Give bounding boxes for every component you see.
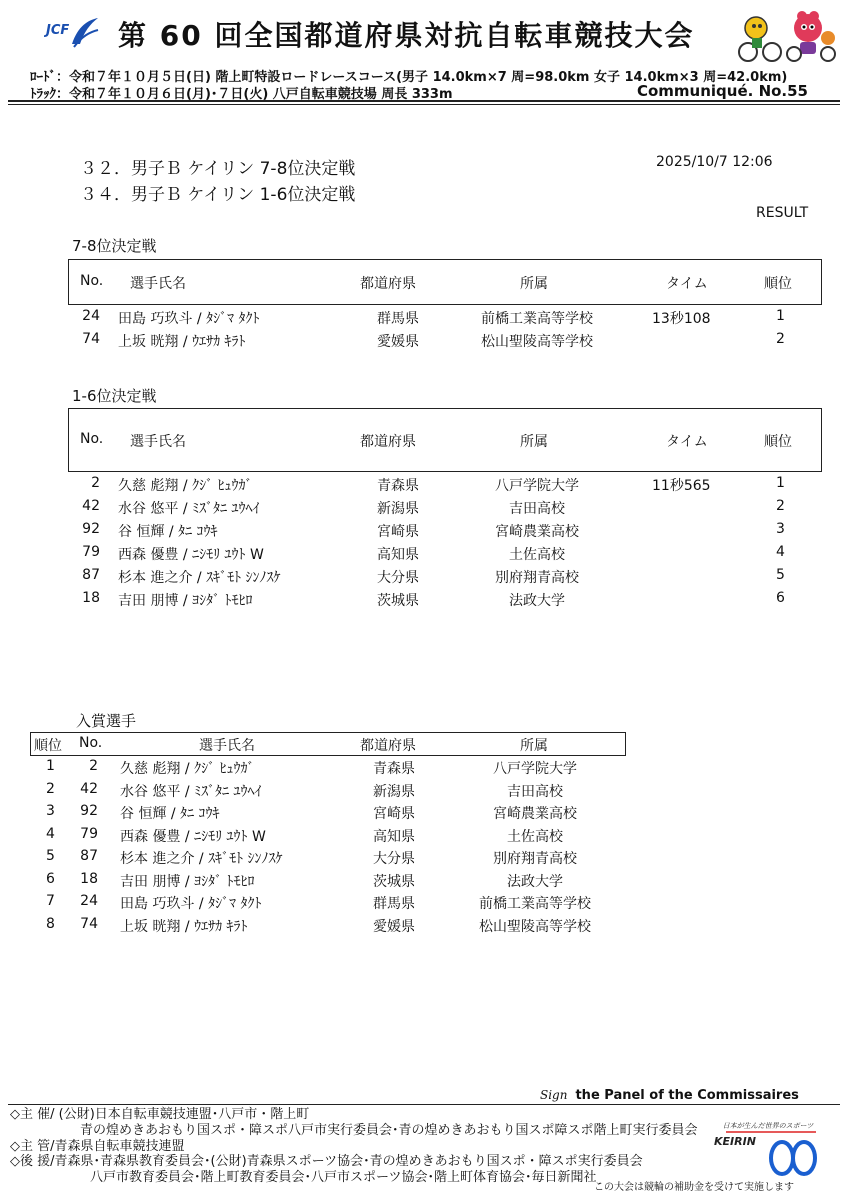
col-rank: 順位 [764, 434, 792, 450]
row-name: 田島 巧玖斗 / ﾀｼﾞﾏ ﾀｸﾄ [120, 896, 262, 912]
row-no: 18 [80, 870, 98, 887]
row-pref: 群馬県 [373, 896, 415, 912]
row-affil: 八戸学院大学 [493, 761, 577, 777]
row-affil: 吉田高校 [509, 501, 565, 517]
management-line: ◇主 管/青森県自転車競技連盟 [10, 1139, 185, 1154]
row-affil: 宮崎農業高校 [493, 806, 577, 822]
row-name: 上坂 晄翔 / ｳｴｻｶ ｷﾗﾄ [120, 918, 248, 935]
row-pref: 愛媛県 [373, 918, 415, 935]
sign-label: Sign [540, 1088, 568, 1102]
row-affil: 法政大学 [507, 873, 563, 890]
event-title-2: ３４．男子Ｂ ケイリン 1-6位決定戦 [80, 185, 356, 205]
table-header-1-6 [68, 408, 822, 472]
row-no: 18 [82, 590, 100, 606]
table-row [0, 567, 848, 589]
table-row [0, 893, 848, 915]
row-pref: 新潟県 [373, 783, 415, 800]
support-line-2: 八戸市教育委員会･階上町教育委員会･八戸市スポーツ協会･階上町体育協会･毎日新聞社 [90, 1170, 597, 1185]
header-divider [8, 100, 840, 102]
row-no: 2 [91, 475, 100, 491]
row-pref: 群馬県 [377, 311, 419, 327]
row-rank: 3 [776, 521, 785, 537]
row-pref: 新潟県 [377, 501, 419, 517]
table-header-7-8 [68, 259, 822, 305]
keirin-name: KEIRIN [714, 1135, 756, 1148]
row-rank: 2 [776, 498, 785, 514]
table-header-winners [30, 732, 626, 756]
col-name: 選手氏名 [130, 276, 186, 292]
row-affil: 別府翔青高校 [495, 570, 579, 586]
row-pref: 青森県 [377, 478, 419, 494]
row-pref: 宮崎県 [373, 806, 415, 822]
col-no: No. [80, 273, 104, 289]
jcf-logo-text: JCF [46, 23, 70, 38]
row-pref: 大分県 [377, 570, 419, 586]
row-no: 92 [82, 521, 100, 537]
col-time: タイム [666, 434, 708, 450]
col-affil: 所属 [520, 434, 548, 450]
subsidy-notice: この大会は競輪の補助金を受けて実施します [594, 1182, 794, 1193]
section-title-winners: 入賞選手 [76, 712, 137, 730]
row-affil: 松山聖陵高等学校 [479, 918, 591, 935]
row-no: 87 [82, 567, 100, 583]
table-row [0, 916, 848, 938]
row-rank: 4 [46, 825, 55, 842]
row-name: 上坂 晄翔 / ｳｴｻｶ ｷﾗﾄ [118, 334, 246, 350]
col-affil: 所属 [520, 276, 548, 292]
row-affil: 前橋工業高等学校 [479, 896, 591, 912]
row-rank: 6 [776, 590, 785, 606]
row-no: 2 [89, 758, 98, 774]
row-pref: 茨城県 [377, 593, 419, 609]
row-name: 谷 恒輝 / ﾀﾆ ｺｳｷ [118, 524, 218, 540]
table-row [0, 331, 848, 353]
row-affil: 八戸学院大学 [495, 478, 579, 494]
row-name: 杉本 進之介 / ｽｷﾞﾓﾄ ｼﾝﾉｽｹ [120, 851, 283, 867]
row-rank: 5 [46, 848, 55, 864]
table-row [0, 475, 848, 497]
row-rank: 6 [46, 870, 55, 887]
jcf-logo [44, 14, 100, 50]
row-no: 79 [82, 544, 100, 560]
road-race-info: ﾛｰﾄﾞ：令和７年１０月５日(日) 階上町特設ロードレースコース(男子 14.0km×7 周=98.0km 女子 14.0km×3 周=42.0km) [30, 70, 788, 85]
row-pref: 高知県 [377, 547, 419, 563]
row-rank: 5 [776, 567, 785, 583]
table-row [0, 781, 848, 803]
row-rank: 1 [46, 758, 55, 774]
row-name: 西森 優豊 / ﾆｼﾓﾘ ﾕｳﾄ W [120, 828, 266, 845]
col-name: 選手氏名 [199, 738, 255, 754]
col-time: タイム [666, 276, 708, 292]
row-rank: 3 [46, 803, 55, 819]
row-no: 92 [80, 803, 98, 819]
row-affil: 土佐高校 [509, 547, 565, 563]
row-rank: 1 [776, 475, 785, 491]
mascot-illustration [728, 8, 840, 64]
organizer-line-2: 青の煌めきあおもり国スポ・障スポ八戸市実行委員会･青の煌めきあおもり国スポ障スポ階上町実行委員会 [80, 1123, 698, 1138]
table-row [0, 803, 848, 825]
publish-datetime: 2025/10/7 12:06 [656, 154, 773, 170]
commissaires-signature [540, 1088, 799, 1103]
row-pref: 大分県 [373, 851, 415, 867]
header-divider-thin [8, 104, 840, 105]
row-no: 42 [80, 780, 98, 797]
row-no: 74 [80, 915, 98, 932]
support-line: ◇後 援/青森県･青森県教育委員会･(公財)青森県スポーツ協会･青の煌めきあおもり国スポ・障スポ実行委員会 [10, 1154, 643, 1169]
table-row [0, 498, 848, 520]
row-rank: 4 [776, 544, 785, 560]
row-name: 水谷 悠平 / ﾐｽﾞﾀﾆ ﾕｳﾍｲ [120, 783, 262, 800]
row-rank: 2 [776, 331, 785, 347]
row-no: 79 [80, 825, 98, 842]
table-row [0, 758, 848, 780]
communique-number: Communiqué. No.55 [636, 82, 808, 100]
col-no: No. [80, 431, 104, 447]
row-no: 42 [82, 498, 100, 514]
row-time: 11秒565 [652, 478, 711, 494]
row-name: 久慈 彪翔 / ｸｼﾞ ﾋｭｳｶﾞ [118, 478, 253, 494]
col-pref: 都道府県 [360, 276, 416, 292]
row-affil: 前橋工業高等学校 [481, 311, 593, 327]
table-row [0, 308, 848, 330]
row-rank: 7 [46, 893, 55, 909]
row-affil: 宮崎農業高校 [495, 524, 579, 540]
col-pref: 都道府県 [360, 434, 416, 450]
table-row [0, 590, 848, 612]
col-pref: 都道府県 [360, 738, 416, 754]
section-title-1-6: 1-6位決定戦 [72, 387, 157, 405]
row-no: 24 [80, 893, 98, 909]
row-affil: 法政大学 [509, 593, 565, 609]
table-row [0, 871, 848, 893]
row-name: 久慈 彪翔 / ｸｼﾞ ﾋｭｳｶﾞ [120, 761, 255, 777]
result-label: RESULT [756, 205, 809, 221]
row-no: 74 [82, 331, 100, 347]
row-name: 谷 恒輝 / ﾀﾆ ｺｳｷ [120, 806, 220, 822]
row-pref: 茨城県 [373, 873, 415, 890]
table-row [0, 544, 848, 566]
row-affil: 松山聖陵高等学校 [481, 334, 593, 350]
row-pref: 宮崎県 [377, 524, 419, 540]
row-time: 13秒108 [652, 311, 711, 327]
row-pref: 青森県 [373, 761, 415, 777]
event-title-1: ３２．男子Ｂ ケイリン 7-8位決定戦 [80, 159, 356, 179]
table-row [0, 848, 848, 870]
table-row [0, 521, 848, 543]
keirin-tagline: 日本が生んだ世界のスポーツ [722, 1122, 814, 1130]
row-name: 田島 巧玖斗 / ﾀｼﾞﾏ ﾀｸﾄ [118, 311, 260, 327]
row-name: 吉田 朋博 / ﾖｼﾀﾞ ﾄﾓﾋﾛ [120, 873, 255, 890]
col-name: 選手氏名 [130, 434, 186, 450]
row-no: 24 [82, 308, 100, 324]
row-rank: 1 [776, 308, 785, 324]
organizer-line: ◇主 催/ (公財)日本自転車競技連盟･八戸市・階上町 [10, 1107, 310, 1122]
keirin-logo [712, 1120, 824, 1178]
row-no: 87 [80, 848, 98, 864]
row-name: 杉本 進之介 / ｽｷﾞﾓﾄ ｼﾝﾉｽｹ [118, 570, 281, 586]
page-title: 第 60 回全国都道府県対抗自転車競技大会 [118, 19, 695, 52]
row-affil: 別府翔青高校 [493, 851, 577, 867]
col-no: No. [79, 735, 103, 751]
row-pref: 高知県 [373, 828, 415, 845]
row-rank: 8 [46, 915, 55, 932]
row-pref: 愛媛県 [377, 334, 419, 350]
track-race-info: ﾄﾗｯｸ：令和７年１０月６日(月)･７日(火) 八戸自転車競技場 周長 333m [30, 87, 453, 102]
row-name: 西森 優豊 / ﾆｼﾓﾘ ﾕｳﾄ W [118, 547, 264, 563]
col-rank: 順位 [764, 276, 792, 292]
row-name: 水谷 悠平 / ﾐｽﾞﾀﾆ ﾕｳﾍｲ [118, 501, 260, 517]
panel-label: the Panel of the Commissaires [575, 1088, 799, 1103]
table-row [0, 826, 848, 848]
col-rank: 順位 [34, 738, 62, 754]
row-name: 吉田 朋博 / ﾖｼﾀﾞ ﾄﾓﾋﾛ [118, 593, 253, 609]
row-affil: 吉田高校 [507, 783, 563, 800]
col-affil: 所属 [520, 738, 548, 754]
section-title-7-8: 7-8位決定戦 [72, 237, 157, 255]
row-affil: 土佐高校 [507, 828, 563, 845]
row-rank: 2 [46, 780, 55, 797]
